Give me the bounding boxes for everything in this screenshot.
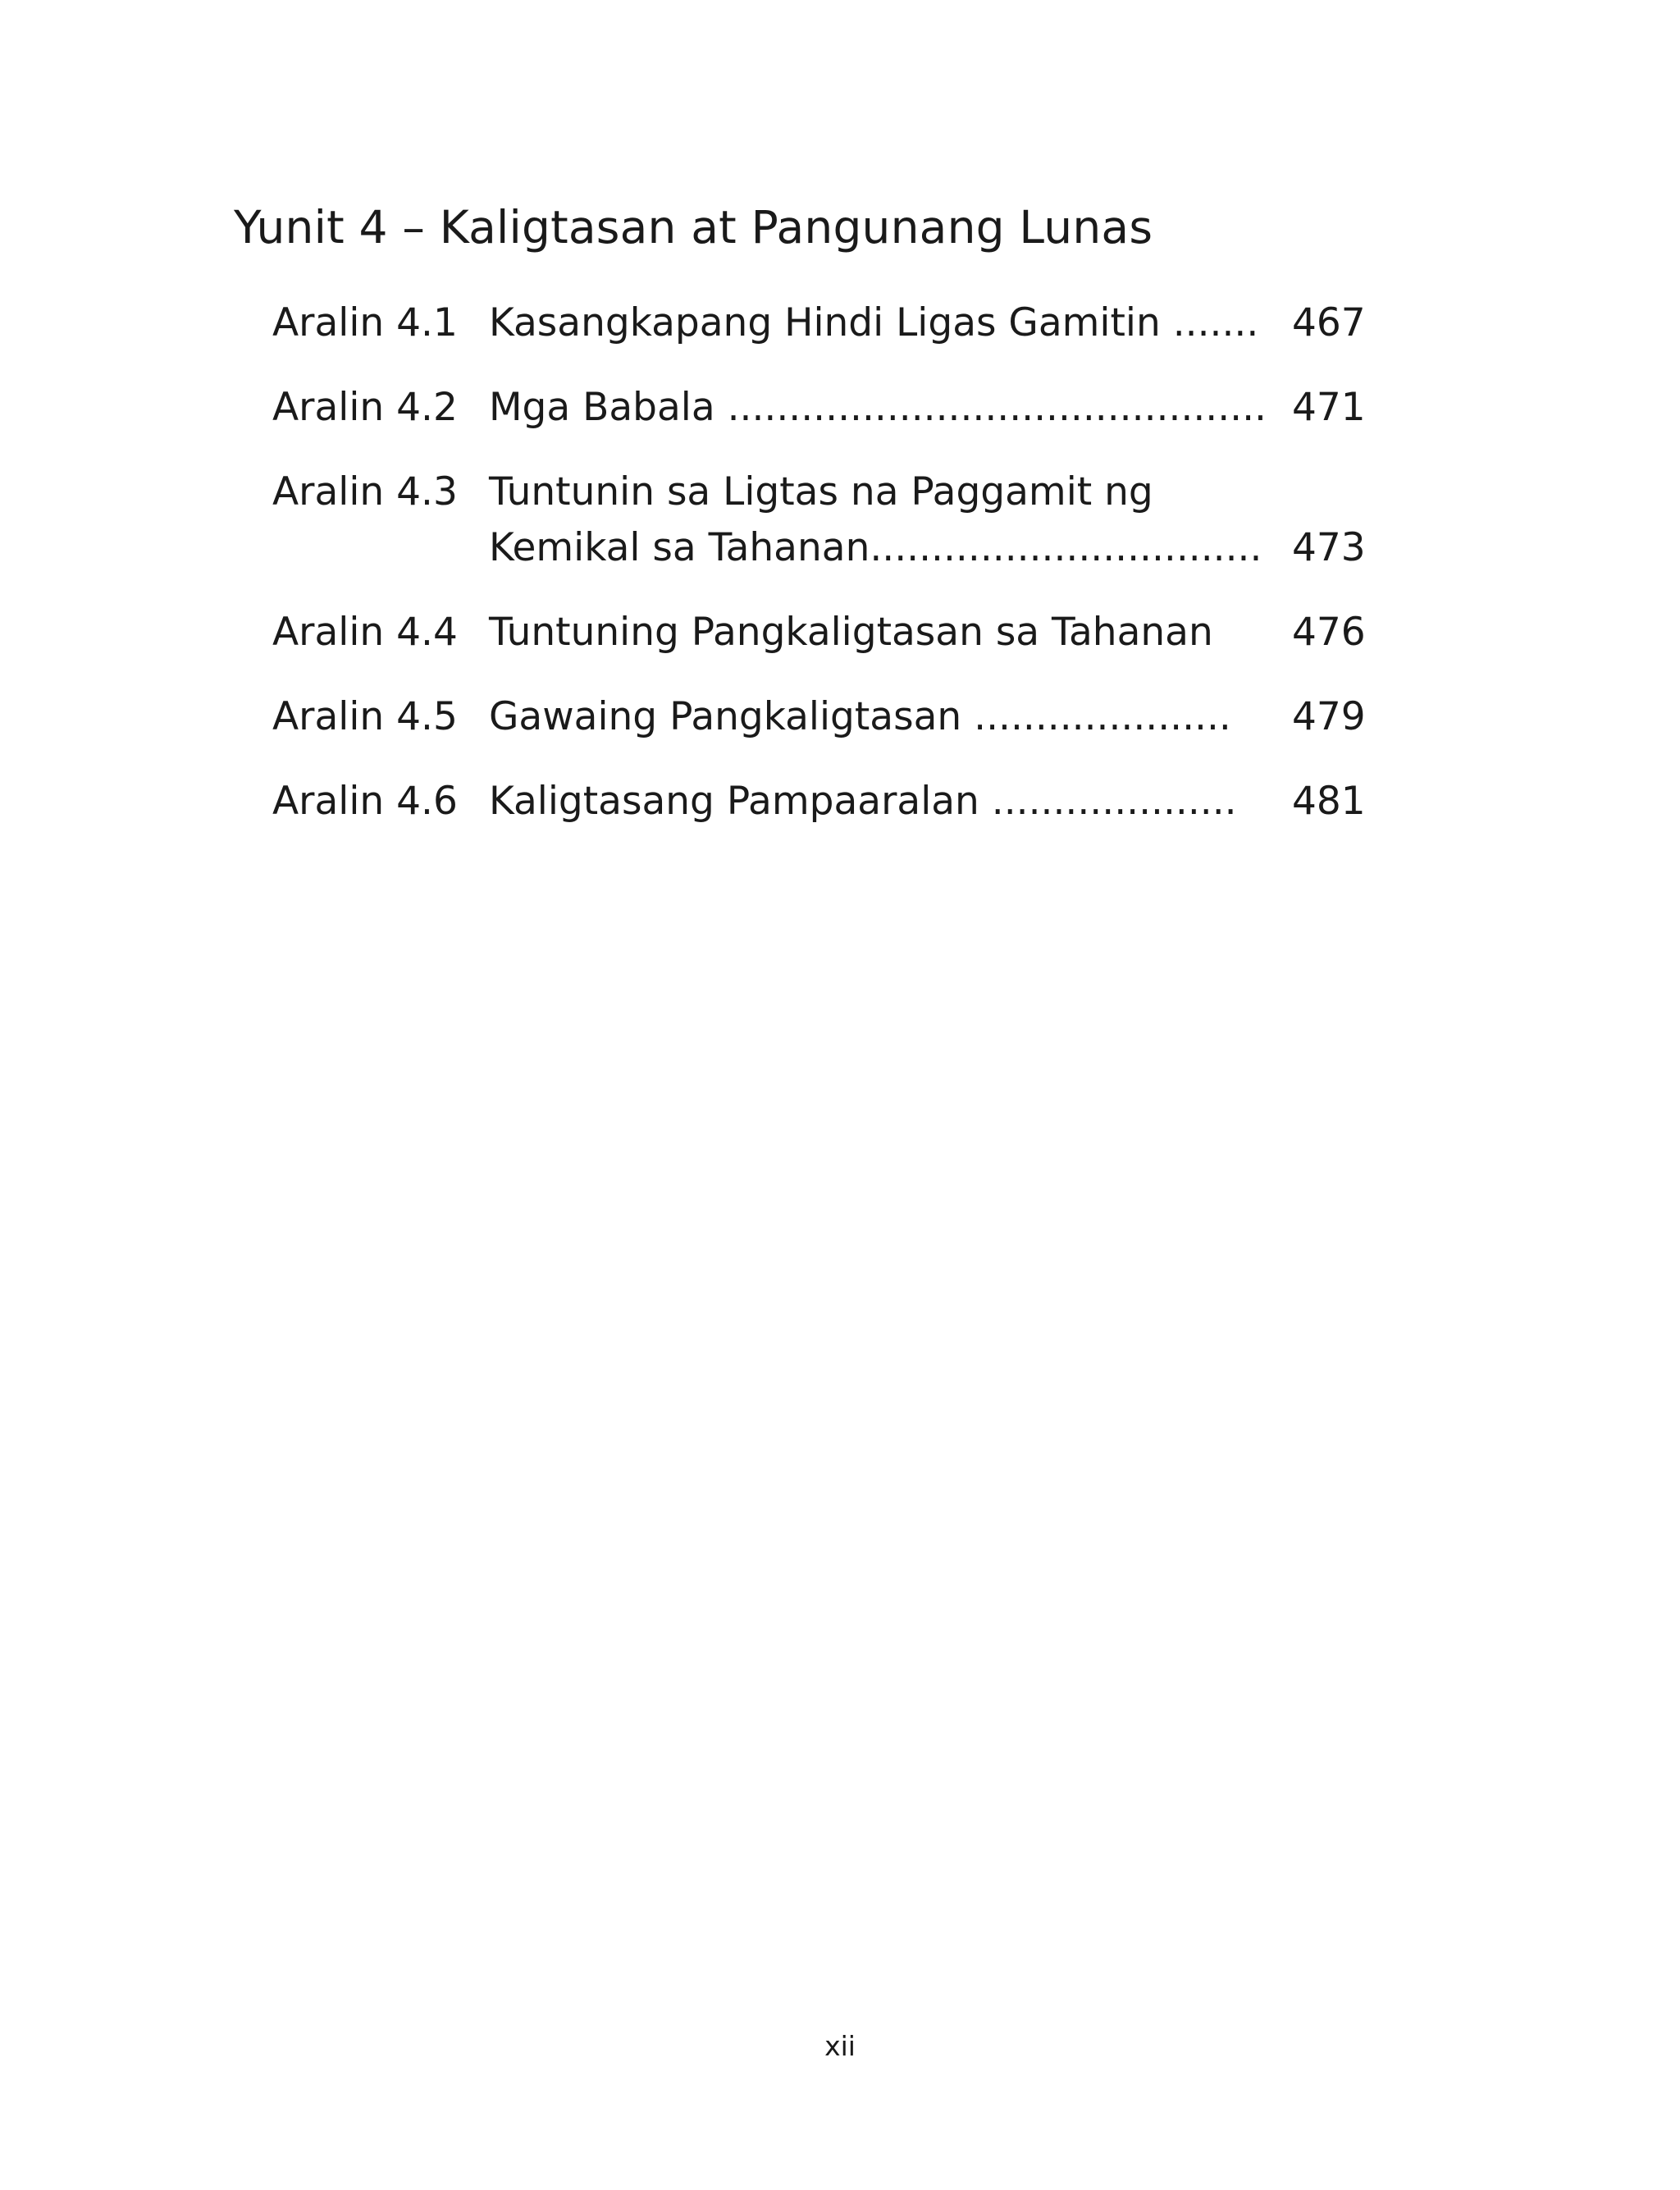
lesson-number: Aralin 4.6 [272, 779, 458, 824]
lesson-page-number: 473 [1292, 525, 1366, 570]
lesson-title: Tuntuning Pangkaligtasan sa Tahanan [489, 610, 1213, 655]
unit-title: Yunit 4 – Kaligtasan at Pangunang Lunas [234, 201, 1153, 254]
lesson-title: Mga Babala ............................................ [489, 385, 1267, 430]
lesson-page-number: 467 [1292, 300, 1366, 345]
lesson-page-number: 481 [1292, 779, 1366, 824]
toc-entry [272, 605, 1372, 661]
lesson-title: Tuntunin sa Ligtas na Paggamit ng Kemikal sa Tahanan................................ [489, 469, 1262, 570]
toc-entry [272, 464, 1372, 576]
lesson-number: Aralin 4.5 [272, 694, 458, 739]
lesson-number: Aralin 4.4 [272, 610, 458, 655]
lesson-number: Aralin 4.1 [272, 300, 458, 345]
lesson-title: Kaligtasang Pampaaralan .................... [489, 779, 1237, 824]
toc-entry [272, 689, 1372, 745]
page-number: xii [824, 2030, 856, 2062]
toc-entry [272, 774, 1372, 830]
lesson-page-number: 471 [1292, 385, 1366, 430]
table-of-contents [272, 295, 1372, 858]
toc-entry [272, 295, 1372, 351]
lesson-page-number: 479 [1292, 694, 1366, 739]
lesson-number: Aralin 4.2 [272, 385, 458, 430]
lesson-title: Kasangkapang Hindi Ligas Gamitin ....... [489, 300, 1259, 345]
lesson-title: Gawaing Pangkaligtasan ..................... [489, 694, 1231, 739]
toc-entry [272, 380, 1372, 436]
lesson-number: Aralin 4.3 [272, 469, 458, 514]
lesson-page-number: 476 [1292, 610, 1366, 655]
